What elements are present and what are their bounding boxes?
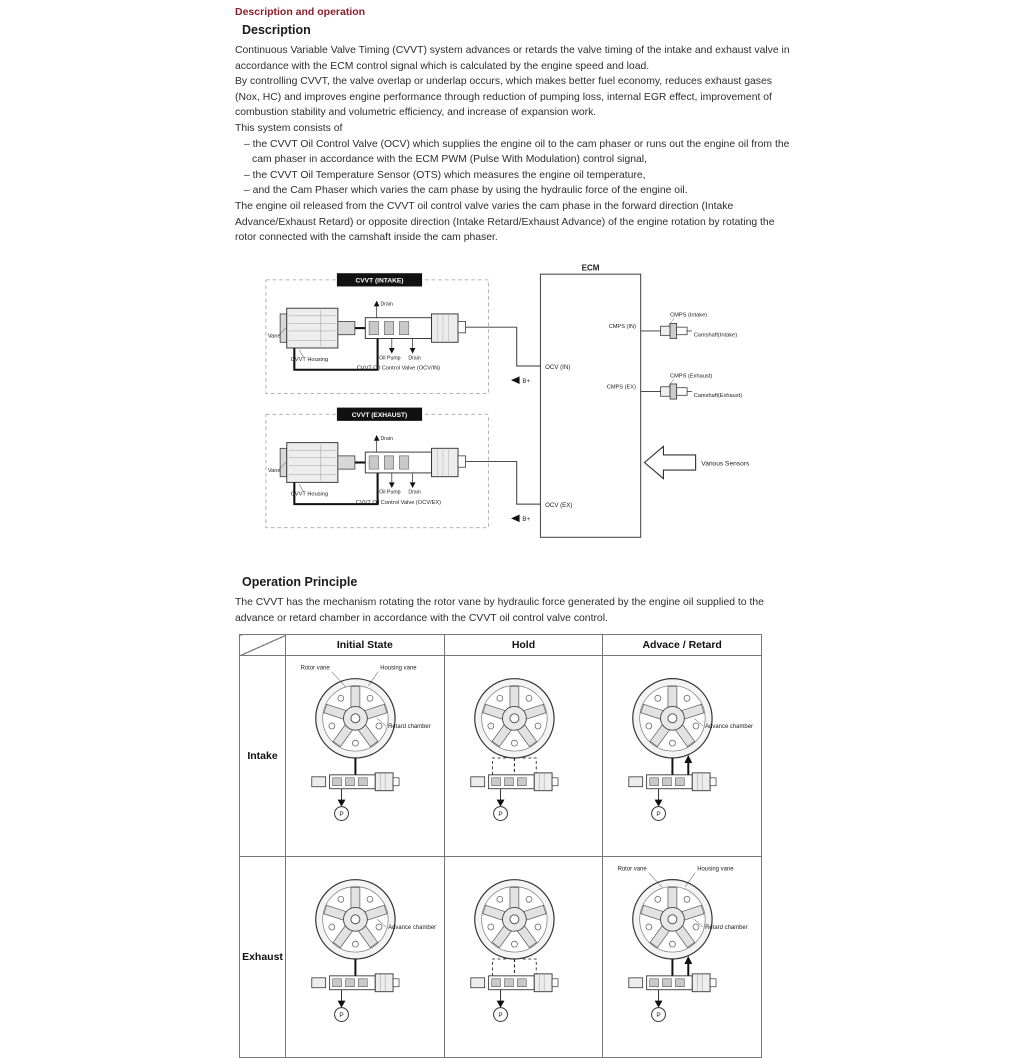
phaser-diagram-icon (603, 656, 761, 856)
b-plus-arrow-icon (511, 376, 520, 384)
list-item: – the CVVT Oil Temperature Sensor (OTS) which measures the engine oil temperature, (244, 169, 646, 181)
retard-chamber-label: Retard chamber (705, 925, 749, 932)
b-plus-label: B+ (522, 516, 531, 524)
cmps-intake-label: CMPS (Intake) (670, 312, 708, 319)
pump-label: P (339, 811, 344, 819)
ocv-ex-wire (466, 461, 541, 504)
phaser-diagram-icon (445, 857, 603, 1057)
advance-chamber-label: Advance chamber (388, 925, 436, 932)
cell-intake-initial (286, 656, 445, 857)
oil-pump-label: Oil Pump (379, 489, 401, 496)
ocv-ex-port-label: OCV (EX) (545, 501, 573, 509)
pump-label: P (656, 811, 661, 819)
oil-pump-label: Oil Pump (379, 355, 401, 362)
housing-vane-label: Housing vane (697, 866, 734, 873)
cell-exhaust-advance-retard (603, 857, 762, 1058)
pump-label: P (656, 1012, 661, 1020)
cmps-exhaust-sensor-icon (661, 384, 692, 399)
cmps-ex-port-label: CMPS (EX) (606, 384, 636, 391)
cell-exhaust-hold (444, 857, 603, 1058)
b-plus-label: B+ (522, 377, 531, 385)
various-sensors-label: Various Sensors (701, 460, 750, 468)
cvvt-housing-label: CVVT Housing (290, 491, 329, 498)
cell-exhaust-initial (286, 857, 445, 1058)
cvvt-exhaust-assembly-icon (266, 411, 488, 528)
column-header-initial-state: Initial State (286, 635, 445, 656)
phaser-diagram-icon (445, 656, 603, 856)
pump-label: P (498, 811, 503, 819)
paragraph: This system consists of (235, 123, 343, 135)
ocv-icon (330, 773, 399, 791)
pump-label: P (339, 1012, 344, 1020)
document-page (235, 6, 791, 1058)
ocv-ex-valve-label: CVVT Oil Control Valve (OCV/EX) (355, 500, 442, 507)
drain-label: Drain (380, 301, 393, 308)
various-sensors-arrow-icon (645, 446, 696, 478)
cvvt-intake-assembly-icon (266, 277, 488, 394)
b-plus-arrow-icon (511, 514, 520, 522)
cmps-intake-sensor-icon (661, 323, 692, 338)
cell-intake-advance-retard (603, 656, 762, 857)
intake-title: CVVT (INTAKE) (355, 277, 404, 285)
cvvt-housing-label: CVVT Housing (290, 357, 329, 364)
list-item: – the CVVT Oil Control Valve (OCV) which supplies the engine oil to the cam phaser or runs out the engine oil from the cam phaser in accordance with the ECM PWM (Pulse With Modulation) control signal, (244, 138, 790, 166)
ocv-icon (330, 974, 399, 992)
ecm-label: ECM (581, 263, 600, 273)
column-header-advance-retard: Advace / Retard (603, 635, 762, 656)
cmps-in-port-label: CMPS (IN) (608, 324, 636, 331)
pump-label: P (498, 1012, 503, 1020)
ocv-icon (488, 974, 557, 992)
list-item: – and the Cam Phaser which varies the cam phase by using the hydraulic force of the engine oil. (244, 185, 688, 197)
rotor-vane-label: Rotor vane (300, 665, 330, 672)
breadcrumb: Description and operation (235, 6, 366, 18)
column-header-hold: Hold (444, 635, 603, 656)
drain-label: Drain (408, 489, 421, 496)
retard-chamber-label: Retard chamber (388, 724, 431, 731)
paragraph: The CVVT has the mechanism rotating the rotor vane by hydraulic force generated by the engine oil supplied to the advance or retard chamber in accordance with the CVVT oil control valve control. (235, 596, 764, 624)
cvvt-system-diagram (247, 258, 777, 561)
rotor-vane-label: Rotor vane (617, 866, 647, 873)
phaser-diagram-icon (286, 857, 444, 1057)
ocv-in-port-label: OCV (IN) (545, 363, 571, 371)
advance-chamber-label: Advance chamber (705, 724, 754, 731)
table-row (240, 857, 762, 1058)
ocv-icon (647, 974, 716, 992)
vane-label: Vane (267, 333, 281, 340)
housing-vane-label: Housing vane (380, 665, 417, 672)
drain-label: Drain (408, 355, 421, 362)
ocv-icon (647, 773, 716, 791)
row-header-exhaust: Exhaust (240, 857, 286, 1058)
row-header-intake: Intake (240, 656, 286, 857)
exhaust-title: CVVT (EXHAUST) (351, 411, 408, 419)
vane-label: Vane (267, 467, 281, 474)
section-title-operation: Operation Principle (242, 574, 358, 589)
paragraph: Continuous Variable Valve Timing (CVVT) system advances or retards the valve timing of the intake and exhaust valve in accordance with the ECM control signal which is calculated by the engine speed and load. (235, 45, 790, 72)
phaser-diagram-icon (603, 857, 761, 1057)
ocv-icon (488, 773, 557, 791)
drain-label: Drain (380, 435, 393, 442)
table-corner-cell (240, 635, 286, 656)
operation-table (239, 634, 762, 1058)
camshaft-exhaust-label: Camshaft(Exhaust) (693, 393, 743, 400)
cmps-exhaust-label: CMPS (Exhaust) (670, 373, 713, 380)
phaser-diagram-icon (286, 656, 444, 856)
ocv-in-valve-label: CVVT Oil Control Valve (OCV/IN) (356, 365, 441, 372)
section-title-description: Description (242, 23, 311, 37)
paragraph: By controlling CVVT, the valve overlap or underlap occurs, which makes better fuel economy, reduces exhaust gases (Nox, HC) and improves engine performance through reduction of pumping loss, internal EGR effect, improvement of combustion stability and volumetric efficiency, and increase of expansion work. (235, 76, 772, 119)
ocv-in-wire (466, 327, 541, 366)
camshaft-intake-label: Camshaft(Intake) (693, 332, 738, 339)
paragraph: The engine oil released from the CVVT oil control valve varies the cam phase in the forward direction (Intake Advance/Exhaust Retard) or opposite direction (Intake Retard/Exhaust Advance) of the engine rotation by rotating the rotor connected with the camshaft inside the cam phaser. (235, 201, 775, 244)
table-row (240, 656, 762, 857)
cell-intake-hold (444, 656, 603, 857)
ecm-box (540, 274, 640, 537)
